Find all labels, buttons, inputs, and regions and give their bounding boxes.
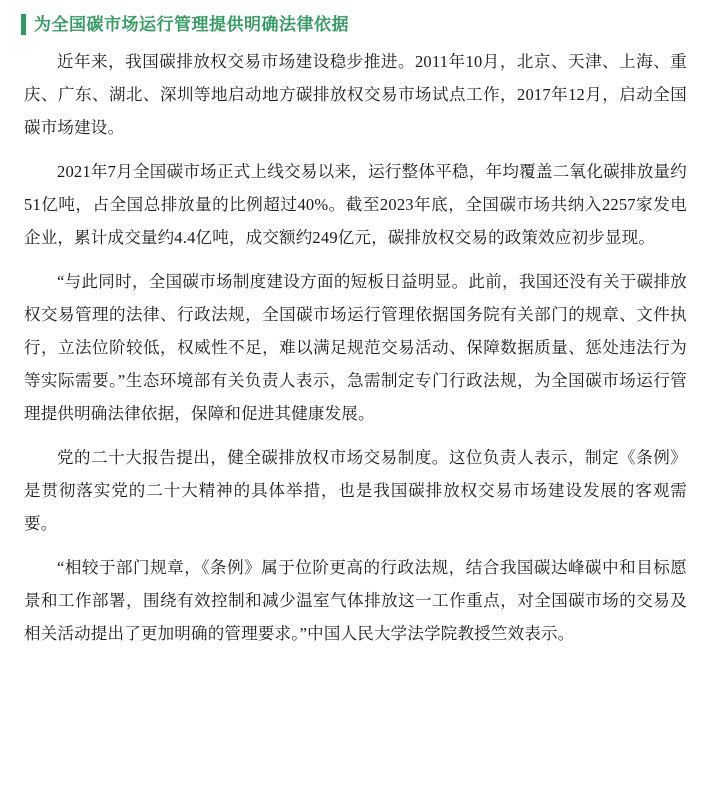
section-heading-text: 为全国碳市场运行管理提供明确法律依据 bbox=[34, 15, 349, 34]
article-paragraph: 近年来，我国碳排放权交易市场建设稳步推进。2011年10月，北京、天津、上海、重庆、广东、湖北、深圳等地启动地方碳排放权交易市场试点工作，2017年12月，启动全国碳市场建设。 bbox=[24, 52, 687, 137]
article-paragraph: “相较于部门规章，《条例》属于位阶更高的行政法规，结合我国碳达峰碳中和目标愿景和工作部署，围绕有效控制和减少温室气体排放这一工作重点，对全国碳市场的交易及相关活动提出了更加明确的管理要求。”中国人民大学法学院教授竺效表示。 bbox=[24, 558, 687, 643]
article-paragraph: 党的二十大报告提出，健全碳排放权市场交易制度。这位负责人表示，制定《条例》是贯彻落实党的二十大精神的具体举措，也是我国碳排放权交易市场建设发展的客观需要。 bbox=[24, 448, 687, 533]
article-paragraph: “与此同时，全国碳市场制度建设方面的短板日益明显。此前，我国还没有关于碳排放权交易管理的法律、行政法规，全国碳市场运行管理依据国务院有关部门的规章、文件执行，立法位阶较低，权威性不足，难以满足规范交易活动、保障数据质量、惩处违法行为等实际需要。”生态环境部有关负责人表示，急需制定专门行政法规，为全国碳市场运行管理提供明确法律依据，保障和促进其健康发展。 bbox=[24, 272, 687, 423]
section-heading bbox=[0, 14, 709, 35]
article-paragraph: 2021年7月全国碳市场正式上线交易以来，运行整体平稳，年均覆盖二氧化碳排放量约51亿吨，占全国总排放量的比例超过40%。截至2023年底，全国碳市场共纳入2257家发电企业，累计成交量约4.4亿吨，成交额约249亿元，碳排放权交易的政策效应初步显现。 bbox=[24, 162, 687, 247]
heading-accent-bar bbox=[21, 14, 26, 35]
article-body bbox=[0, 45, 709, 650]
article-page bbox=[0, 14, 709, 796]
